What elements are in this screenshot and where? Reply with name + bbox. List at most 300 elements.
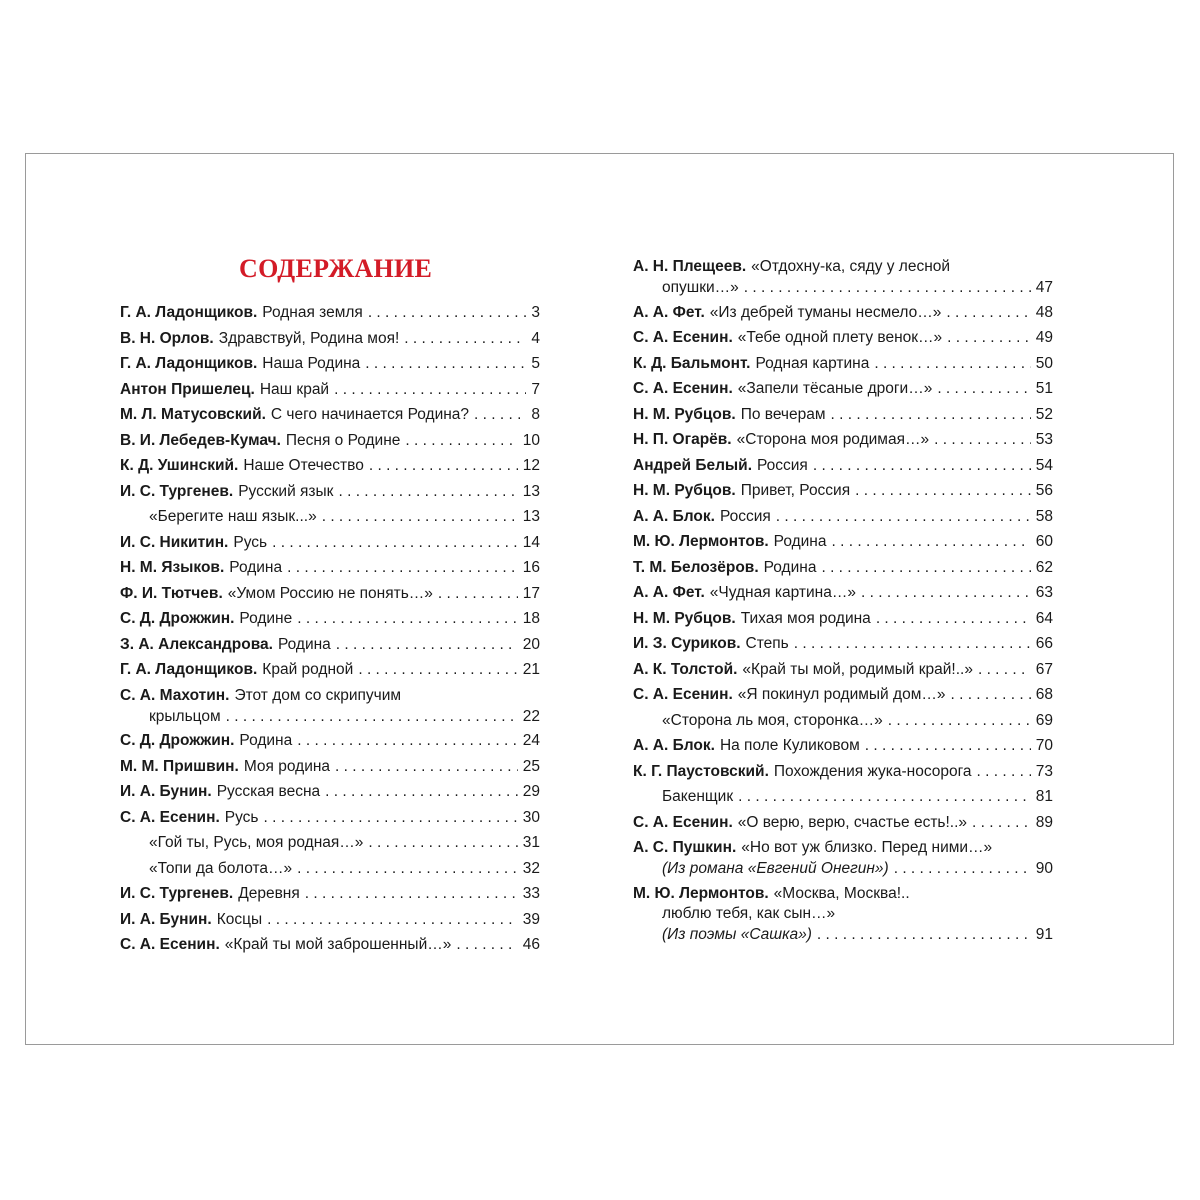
dot-leader — [950, 682, 1030, 708]
toc-entry — [633, 784, 1053, 810]
dot-leader — [297, 606, 518, 632]
toc-line — [120, 504, 540, 530]
toc-line — [120, 805, 540, 831]
toc-line — [633, 733, 1053, 759]
work-title: На поле Куликовом — [719, 737, 860, 754]
work-title: «Край ты мой заброшенный…» — [224, 936, 452, 953]
work-title: Родина — [763, 558, 817, 576]
dot-leader — [358, 657, 517, 683]
work-title: Тихая моя родина — [740, 609, 871, 627]
toc-line — [120, 881, 540, 907]
toc-entry — [633, 402, 1053, 428]
author-name: С. А. Махотин. — [120, 686, 230, 704]
author-name: М. Ю. Лермонтов. — [633, 884, 769, 902]
toc-entry — [633, 453, 1053, 479]
work-title: Наш край — [259, 380, 330, 398]
page-number: 22 — [522, 707, 540, 725]
toc-line — [633, 453, 1053, 479]
work-title: Родине — [239, 610, 293, 627]
toc-entry — [633, 580, 1053, 606]
toc-line — [633, 376, 1053, 402]
toc-line — [120, 402, 540, 428]
toc-left-column — [120, 300, 540, 958]
page-number: 51 — [1035, 380, 1053, 397]
work-title: «Сторона моя родимая…» — [736, 431, 930, 448]
dot-leader — [831, 402, 1031, 428]
author-name: С. А. Есенин. — [633, 686, 733, 703]
toc-line — [633, 300, 1053, 326]
toc-entry — [633, 555, 1053, 581]
page-number: 49 — [1035, 329, 1053, 346]
dot-leader — [861, 580, 1031, 606]
dot-leader — [322, 504, 518, 530]
dot-leader — [821, 555, 1030, 581]
toc-entry — [120, 805, 540, 831]
dot-leader — [404, 326, 526, 352]
toc-line — [120, 779, 540, 805]
work-title: Родная земля — [262, 304, 363, 321]
author-name: А. К. Толстой. — [633, 660, 738, 678]
work-title: «Но вот уж близко. Перед ними…» — [741, 839, 993, 856]
page-number: 8 — [531, 406, 540, 423]
page-number: 50 — [1035, 354, 1053, 372]
work-title-continued: (Из поэмы «Сашка») — [662, 925, 812, 943]
toc-line — [120, 686, 540, 706]
page-number: 91 — [1035, 925, 1053, 943]
page-number: 3 — [531, 304, 540, 321]
dot-leader — [335, 754, 518, 780]
page-number: 64 — [1035, 609, 1053, 627]
dot-leader — [776, 504, 1031, 530]
dot-leader — [474, 402, 526, 428]
page-number: 60 — [1035, 533, 1053, 550]
author-name: А. А. Блок. — [633, 737, 715, 754]
toc-entry — [120, 326, 540, 352]
toc-entry — [633, 376, 1053, 402]
toc-line — [633, 351, 1053, 377]
page-number: 53 — [1035, 431, 1053, 448]
dot-leader — [369, 453, 518, 479]
toc-line — [120, 632, 540, 658]
toc-line — [120, 728, 540, 754]
toc-entry — [633, 733, 1053, 759]
author-name: Н. П. Огарёв. — [633, 431, 732, 448]
author-name: Н. М. Рубцов. — [633, 482, 736, 499]
work-title: Здравствуй, Родина моя! — [218, 329, 400, 347]
work-title: «Умом Россию не понять…» — [227, 584, 433, 602]
work-title: «Отдохну-ка, сяду у лесной — [751, 258, 951, 275]
toc-entry — [120, 779, 540, 805]
toc-entry — [120, 530, 540, 556]
page-number: 46 — [522, 936, 540, 953]
dot-leader — [972, 810, 1031, 836]
toc-line — [633, 810, 1053, 836]
toc-line — [120, 453, 540, 479]
dot-leader — [334, 377, 526, 403]
work-title: «Тебе одной плету венок…» — [737, 329, 943, 346]
toc-line — [633, 277, 1053, 300]
author-name: К. Д. Ушинский. — [120, 457, 239, 474]
work-title: «Край ты мой, родимый край!..» — [742, 660, 973, 678]
toc-entry — [120, 932, 540, 958]
dot-leader — [977, 759, 1031, 785]
dot-leader — [888, 708, 1031, 734]
toc-line — [633, 657, 1053, 683]
toc-entry — [633, 759, 1053, 785]
author-name: С. А. Есенин. — [120, 936, 220, 953]
dot-leader — [272, 530, 518, 556]
page-number: 67 — [1035, 660, 1053, 678]
author-name: М. Л. Матусовский. — [120, 406, 266, 423]
toc-entry — [120, 300, 540, 326]
dot-leader — [226, 706, 518, 729]
toc-line — [120, 428, 540, 454]
work-title: Бакенщик — [662, 788, 734, 805]
toc-line — [120, 754, 540, 780]
page-number: 5 — [531, 355, 540, 372]
page-number: 29 — [522, 783, 540, 800]
page-number: 89 — [1035, 813, 1053, 831]
work-title: Россия — [757, 456, 808, 474]
toc-right-column — [633, 254, 1053, 946]
page-number: 18 — [522, 610, 540, 627]
page-number: 33 — [522, 885, 540, 902]
page-number: 14 — [522, 533, 540, 551]
toc-entry — [633, 478, 1053, 504]
work-title: «Топи да болота…» — [149, 859, 293, 877]
dot-leader — [438, 581, 518, 607]
toc-line — [120, 856, 540, 882]
work-title: Привет, Россия — [740, 482, 851, 499]
work-title: Деревня — [238, 885, 300, 902]
toc-entry — [633, 708, 1053, 734]
work-title: Русь — [233, 533, 268, 551]
page-number: 31 — [522, 834, 540, 851]
toc-line — [633, 838, 1053, 858]
page-number: 52 — [1035, 405, 1053, 423]
toc-line — [633, 325, 1053, 351]
author-name: З. А. Александрова. — [120, 635, 273, 653]
work-title: Моя родина — [243, 757, 331, 775]
dot-leader — [744, 277, 1031, 300]
dot-leader — [405, 428, 517, 454]
author-name: Андрей Белый. — [633, 456, 752, 474]
work-title: Косцы — [216, 910, 263, 928]
toc-line — [633, 529, 1053, 555]
toc-entry — [120, 606, 540, 632]
work-title: Русь — [224, 808, 259, 826]
work-title: «Москва, Москва!.. — [773, 884, 910, 902]
page-number: 58 — [1035, 507, 1053, 525]
toc-entry — [633, 838, 1053, 881]
author-name: Ф. И. Тютчев. — [120, 584, 223, 602]
toc-line — [633, 858, 1053, 881]
toc-entry — [633, 682, 1053, 708]
page-number: 47 — [1035, 279, 1053, 296]
dot-leader — [817, 924, 1031, 947]
work-title: «Я покинул родимый дом…» — [737, 686, 946, 703]
toc-line — [120, 830, 540, 856]
dot-leader — [813, 453, 1031, 479]
author-name: И. С. Тургенев. — [120, 482, 234, 500]
author-name: А. А. Блок. — [633, 507, 715, 525]
work-title: Край родной — [262, 661, 354, 678]
page-number: 48 — [1035, 303, 1053, 321]
work-title: Песня о Родине — [285, 431, 401, 449]
page-title: СОДЕРЖАНИЕ — [239, 254, 433, 283]
author-name: С. А. Есенин. — [633, 329, 733, 346]
author-name: М. Ю. Лермонтов. — [633, 533, 769, 550]
author-name: А. А. Фет. — [633, 303, 705, 321]
author-name: И. З. Суриков. — [633, 635, 741, 652]
author-name: В. Н. Орлов. — [120, 329, 214, 347]
dot-leader — [305, 881, 518, 907]
page-number: 66 — [1035, 635, 1053, 652]
dot-leader — [365, 351, 526, 377]
page-number: 20 — [522, 635, 540, 653]
toc-entry — [120, 881, 540, 907]
toc-entry — [120, 504, 540, 530]
author-name: В. И. Лебедев-Кумач. — [120, 431, 281, 449]
dot-leader — [368, 300, 527, 326]
toc-entry — [120, 754, 540, 780]
page-number: 90 — [1035, 860, 1053, 877]
dot-leader — [947, 325, 1031, 351]
dot-leader — [368, 830, 517, 856]
page-number: 32 — [522, 859, 540, 877]
dot-leader — [297, 856, 518, 882]
toc-line — [633, 555, 1053, 581]
toc-entry — [120, 686, 540, 729]
toc-line — [120, 530, 540, 556]
work-title: Этот дом со скрипучим — [234, 686, 402, 704]
toc-line — [633, 904, 1053, 924]
toc-entry — [633, 300, 1053, 326]
dot-leader — [267, 907, 518, 933]
page-number: 25 — [522, 757, 540, 775]
page-number: 73 — [1035, 762, 1053, 780]
author-name: С. А. Есенин. — [633, 813, 733, 831]
author-name: Г. А. Ладонщиков. — [120, 661, 258, 678]
page-number: 54 — [1035, 456, 1053, 474]
toc-entry — [120, 657, 540, 683]
dot-leader — [264, 805, 518, 831]
author-name: К. Г. Паустовский. — [633, 762, 769, 780]
toc-line — [120, 479, 540, 505]
author-name: С. А. Есенин. — [120, 808, 220, 826]
toc-line — [633, 504, 1053, 530]
page-number: 13 — [522, 482, 540, 500]
work-title: Родина — [277, 635, 331, 653]
author-name: И. А. Бунин. — [120, 783, 212, 800]
author-name: Антон Пришелец. — [120, 380, 255, 398]
toc-line — [633, 682, 1053, 708]
toc-entry — [633, 631, 1053, 657]
toc-line — [120, 351, 540, 377]
toc-line — [633, 478, 1053, 504]
author-name: М. М. Пришвин. — [120, 757, 239, 775]
page-number: 7 — [531, 380, 540, 398]
author-name: И. С. Тургенев. — [120, 885, 234, 902]
page-number: 56 — [1035, 482, 1053, 499]
toc-entry — [633, 884, 1053, 947]
toc-line — [633, 402, 1053, 428]
dot-leader — [894, 858, 1031, 881]
toc-entry — [120, 479, 540, 505]
author-name: С. Д. Дрожжин. — [120, 732, 235, 749]
toc-entry — [120, 632, 540, 658]
toc-line — [633, 884, 1053, 904]
work-title: «О верю, верю, счастье есть!..» — [737, 813, 968, 831]
work-title: «Сторона ль моя, сторонка…» — [662, 711, 883, 729]
author-name: А. А. Фет. — [633, 584, 705, 601]
toc-line — [633, 580, 1053, 606]
toc-entry — [633, 606, 1053, 632]
dot-leader — [934, 427, 1031, 453]
dot-leader — [325, 779, 518, 805]
author-name: Н. М. Языков. — [120, 559, 225, 576]
dot-leader — [876, 606, 1031, 632]
work-title: Родина — [239, 732, 293, 749]
page-number: 17 — [522, 584, 540, 602]
page-number: 24 — [522, 732, 540, 749]
dot-leader — [794, 631, 1031, 657]
page-number: 21 — [522, 661, 540, 678]
author-name: Н. М. Рубцов. — [633, 609, 736, 627]
toc-entry — [120, 428, 540, 454]
work-title-continued: (Из романа «Евгений Онегин») — [662, 860, 889, 877]
work-title-continued: опушки…» — [662, 279, 739, 296]
toc-line — [633, 257, 1053, 277]
toc-line — [633, 631, 1053, 657]
dot-leader — [738, 784, 1031, 810]
work-title: «Гой ты, Русь, моя родная…» — [149, 834, 364, 851]
toc-line — [120, 377, 540, 403]
toc-entry — [120, 453, 540, 479]
work-title: Россия — [719, 507, 771, 525]
toc-entry — [120, 555, 540, 581]
page-number: 70 — [1035, 737, 1053, 754]
work-title: По вечерам — [740, 405, 826, 423]
page-number: 69 — [1035, 711, 1053, 729]
page-number: 12 — [522, 457, 540, 474]
toc-entry — [120, 728, 540, 754]
toc-entry — [633, 427, 1053, 453]
toc-line — [633, 924, 1053, 947]
work-title: Русский язык — [238, 482, 334, 500]
dot-leader — [287, 555, 518, 581]
toc-entry — [633, 529, 1053, 555]
author-name: А. С. Пушкин. — [633, 839, 737, 856]
toc-line — [120, 581, 540, 607]
dot-leader — [456, 932, 517, 958]
toc-line — [120, 657, 540, 683]
work-title: «Берегите наш язык...» — [149, 508, 317, 525]
dot-leader — [874, 351, 1030, 377]
toc-entry — [633, 504, 1053, 530]
work-title: Родина — [773, 533, 827, 550]
toc-line — [120, 907, 540, 933]
author-name: И. А. Бунин. — [120, 910, 212, 928]
page-number: 81 — [1035, 788, 1053, 805]
toc-line — [633, 708, 1053, 734]
work-title: Родная картина — [755, 354, 870, 372]
author-name: С. А. Есенин. — [633, 380, 733, 397]
author-name: Т. М. Белозёров. — [633, 558, 759, 576]
toc-line — [633, 759, 1053, 785]
work-title: Родина — [229, 559, 283, 576]
author-name: Г. А. Ладонщиков. — [120, 304, 258, 321]
toc-line — [633, 427, 1053, 453]
dot-leader — [865, 733, 1031, 759]
toc-entry — [633, 351, 1053, 377]
toc-line — [120, 706, 540, 729]
toc-line — [120, 300, 540, 326]
work-title: Наше Отечество — [243, 457, 364, 474]
page-number: 16 — [522, 559, 540, 576]
dot-leader — [937, 376, 1030, 402]
author-name: Н. М. Рубцов. — [633, 405, 736, 423]
toc-line — [120, 932, 540, 958]
dot-leader — [946, 300, 1030, 326]
page-number: 30 — [522, 808, 540, 826]
toc-entry — [633, 810, 1053, 836]
page-number: 62 — [1035, 558, 1053, 576]
toc-line — [120, 555, 540, 581]
dot-leader — [832, 529, 1031, 555]
author-name: И. С. Никитин. — [120, 533, 229, 551]
toc-line — [633, 784, 1053, 810]
dot-leader — [338, 479, 517, 505]
work-title: С чего начинается Родина? — [270, 406, 470, 423]
author-name: К. Д. Бальмонт. — [633, 354, 751, 372]
toc-line — [120, 606, 540, 632]
work-title: Похождения жука-носорога — [773, 762, 972, 780]
work-title: Степь — [745, 635, 789, 652]
dot-leader — [297, 728, 518, 754]
toc-entry — [120, 830, 540, 856]
page-number: 4 — [531, 329, 540, 347]
work-title: Наша Родина — [262, 355, 361, 372]
toc-entry — [633, 325, 1053, 351]
work-title: «Чудная картина…» — [709, 584, 856, 601]
toc-line — [120, 326, 540, 352]
toc-entry — [633, 257, 1053, 300]
work-title: «Запели тёсаные дроги…» — [737, 380, 933, 397]
work-title-continued: люблю тебя, как сын…» — [662, 904, 836, 922]
page-number: 39 — [522, 910, 540, 928]
page-number: 68 — [1035, 686, 1053, 703]
toc-entry — [120, 856, 540, 882]
work-title: «Из дебрей туманы несмело…» — [709, 303, 942, 321]
author-name: Г. А. Ладонщиков. — [120, 355, 258, 372]
page-number: 63 — [1035, 584, 1053, 601]
page-number: 10 — [522, 431, 540, 449]
work-title: Русская весна — [216, 783, 321, 800]
toc-entry — [120, 351, 540, 377]
author-name: А. Н. Плещеев. — [633, 258, 747, 275]
toc-entry — [633, 657, 1053, 683]
toc-entry — [120, 581, 540, 607]
dot-leader — [978, 657, 1031, 683]
dot-leader — [336, 632, 518, 658]
toc-entry — [120, 377, 540, 403]
work-title-continued: крыльцом — [149, 707, 221, 725]
dot-leader — [855, 478, 1031, 504]
page-number: 13 — [522, 508, 540, 525]
toc-entry — [120, 907, 540, 933]
toc-entry — [120, 402, 540, 428]
